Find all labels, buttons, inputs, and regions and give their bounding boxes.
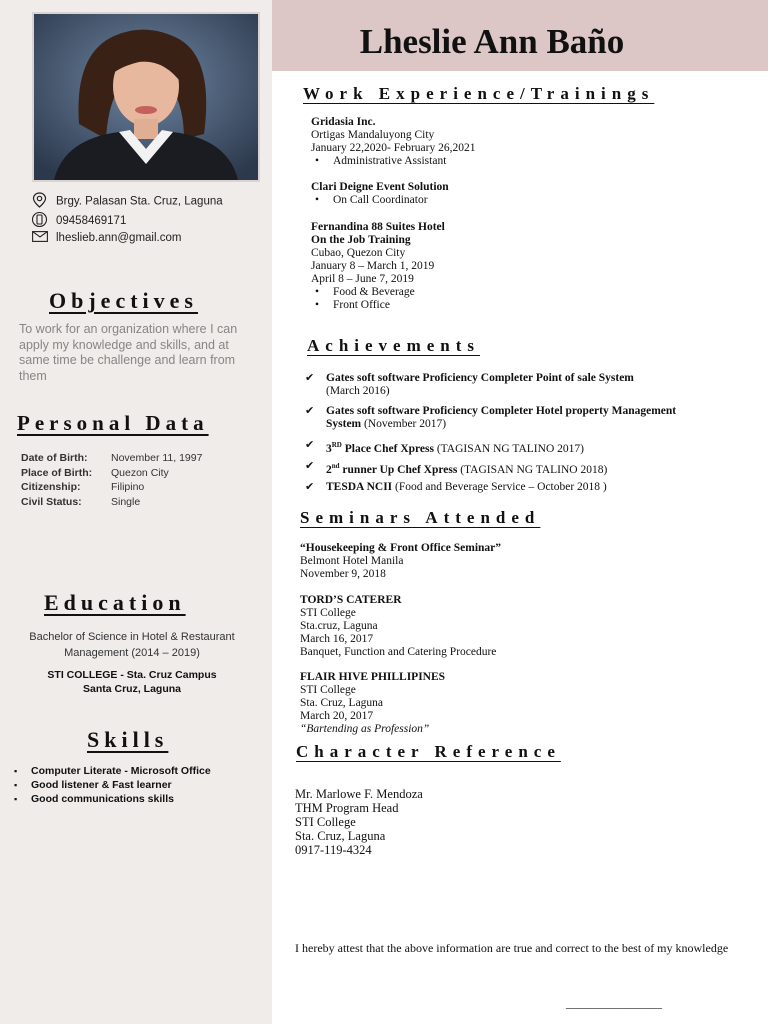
objectives-heading: Objectives <box>49 288 198 313</box>
check-icon: ✔ <box>305 372 315 384</box>
personal-data-table <box>21 452 202 510</box>
location-pin-icon <box>32 192 48 211</box>
work-gridasia: Gridasia Inc. Ortigas Mandaluyong City January 22,2020- February 26,2021 • Administrative Assistant <box>311 116 475 168</box>
education-school: STI COLLEGE - Sta. Cruz Campus <box>47 669 217 681</box>
education-heading: Education <box>44 590 186 615</box>
applicant-name: Lheslie Ann Baño <box>359 22 625 61</box>
signature-line: ________________ <box>566 996 662 1010</box>
contact-address <box>32 192 223 211</box>
check-icon: ✔ <box>305 439 315 451</box>
pd-row: Citizenship: Filipino <box>21 481 145 493</box>
reference-heading: Character Reference <box>296 742 561 761</box>
skills-list <box>14 764 211 806</box>
contact-email <box>32 231 181 245</box>
education-degree: Bachelor of Science in Hotel & Restaurant Management (2014 – 2019) <box>29 631 235 659</box>
attestation-text: I hereby attest that the above information are true and correct to the best of my knowledge <box>295 941 729 955</box>
skill-item: ▪ Good communications skills <box>14 792 211 806</box>
education-location: Santa Cruz, Laguna <box>82 683 181 695</box>
seminars-heading: Seminars Attended <box>300 508 541 527</box>
pd-row: Place of Birth: Quezon City <box>21 466 169 479</box>
check-icon: ✔ <box>305 481 315 493</box>
skill-item: ▪ Good listener & Fast learner <box>14 778 211 792</box>
check-icon: ✔ <box>305 460 315 472</box>
email-text: lheslieb.ann@gmail.com <box>56 232 182 245</box>
work-fernandina: Fernandina 88 Suites Hotel On the Job Training Cubao, Quezon City January 8 – March 1, 2019 April 8 – June 7, 2019 • Food & Beverage • Front Office <box>311 221 445 312</box>
pd-row: Date of Birth: November 11, 1997 <box>21 452 203 464</box>
personal-data-heading: Personal Data <box>17 411 209 435</box>
pd-row: Civil Status: Single <box>21 495 141 508</box>
work-heading: Work Experience/Trainings <box>303 84 655 103</box>
envelope-icon <box>32 231 48 245</box>
seminar-2: TORD’S CATERER STI College Sta.cruz, Laguna March 16, 2017 Banquet, Function and Catering Procedure <box>300 594 497 658</box>
seminar-3: FLAIR HIVE PHILLIPINES STI College Sta. Cruz, Laguna March 20, 2017 “Bartending as Profession” <box>300 671 446 735</box>
work-clari: Clari Deigne Event Solution • On Call Coordinator <box>311 181 449 207</box>
phone-icon <box>32 211 48 231</box>
seminar-1: “Housekeeping & Front Office Seminar” Belmont Hotel Manila November 9, 2018 <box>300 542 502 580</box>
objectives-text: To work for an organization where I can apply my knowledge and skills, and at same time be challenge and learn from them <box>19 322 238 383</box>
reference-block: Mr. Marlowe F. Mendoza THM Program Head STI College Sta. Cruz, Laguna 0917-119-4324 <box>295 787 423 857</box>
skills-heading: Skills <box>87 727 169 752</box>
contact-phone <box>32 211 126 231</box>
address-text: Brgy. Palasan Sta. Cruz, Laguna <box>56 195 223 208</box>
achievements-heading: Achievements <box>307 336 481 355</box>
phone-text: 09458469171 <box>56 215 127 228</box>
profile-photo <box>32 12 260 182</box>
skill-item: ▪ Computer Literate - Microsoft Office <box>14 764 211 778</box>
check-icon: ✔ <box>305 405 315 417</box>
